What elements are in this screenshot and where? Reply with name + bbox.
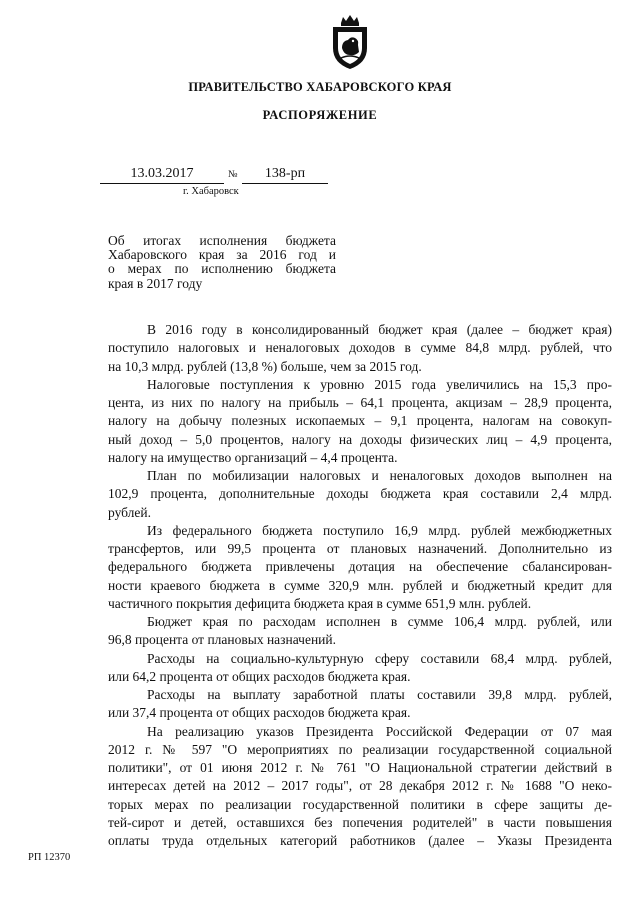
body-line: или 37,4 процента от общих расходов бюджета края. [108,705,411,721]
body-line: Расходы на социально-культурную сферу составили 68,4 млрд. рублей, [147,650,612,666]
body-line: Бюджет края по расходам исполнен в сумме 106,4 млрд. рублей, или [147,614,612,629]
body-line: 102,9 процента, дополнительные доходы бюджета края составили 2,4 млрд. [108,486,612,502]
body-line: торых мерах по реализации государственной политики в сфере защиты де- [108,796,612,812]
body-line: Расходы на выплату заработной платы составили 39,8 млрд. рублей, [147,687,612,702]
body-line: налогу на добычу полезных ископаемых – 9,1 процента, налогам на совокуп- [108,413,612,429]
body-line: федерального бюджета привлечены дотация на обеспечение сбалансирован- [108,559,612,575]
body-line: В 2016 году в консолидированный бюджет края (далее – бюджет края) [147,322,612,337]
document-date: 13.03.2017 [100,164,224,184]
body-line: налогу на имущество организаций – 4,4 процента. [108,449,398,465]
document-subject [108,234,336,291]
document-body [108,321,612,850]
document-number: 138-рп [242,164,328,184]
number-sign: № [228,169,238,180]
body-line: На реализацию указов Президента Российской Федерации от 07 мая [147,723,612,739]
body-line: рублей. [108,504,152,520]
body-line: цента, из них по налогу на прибыль – 64,1 процента, акцизам – 28,9 процента, [108,395,612,410]
body-line: на 10,3 млрд. рублей (13,8 %) больше, чем за 2015 год. [108,358,422,374]
body-line: или 64,2 процента от общих расходов бюджета края. [108,668,411,684]
body-line: Налоговые поступления к уровню 2015 года увеличились на 15,3 про- [147,376,612,392]
subject-line: Хабаровского края за 2016 год и [108,247,336,263]
body-line: ности краевого бюджета в сумме 320,9 млн. рублей и бюджетный кредит для [108,577,612,593]
body-line: План по мобилизации налоговых и неналоговых доходов выполнен на [147,468,612,483]
body-line: ный доход – 5,0 процентов, налогу на доходы физических лиц – 4,9 процента, [108,431,612,447]
body-line: политики", от 01 июня 2012 г. № 761 "О Национальной стратегии действий в [108,760,612,775]
body-line: частичного покрытия дефицита бюджета края в сумме 651,9 млн. рублей. [108,595,532,611]
body-line: Из федерального бюджета поступило 16,9 млрд. рублей межбюджетных [147,522,612,538]
government-title: ПРАВИТЕЛЬСТВО ХАБАРОВСКОГО КРАЯ [188,80,452,94]
body-line: поступило налоговых и неналоговых доходов в сумме 84,8 млрд. рублей, что [108,340,612,356]
coat-of-arms-icon [329,14,371,70]
registration-code: РП 12370 [28,852,71,863]
body-line: 96,8 процента от плановых назначений. [108,632,336,648]
date-number-row [0,164,640,186]
body-line: тей-сирот и детей, оставшихся без попечения родителей" в части повышения [108,814,612,830]
document-type: РАСПОРЯЖЕНИЕ [262,108,378,122]
body-line: 2012 г. № 597 "О мероприятиях по реализации государственной социальной [108,741,612,757]
body-line: оплаты труда отдельных категорий работников (далее – Указы Президента [108,833,612,848]
subject-line: края в 2017 году [108,275,203,291]
body-line: трансфертов, или 99,5 процента от плановых назначений. Дополнительно из [108,541,612,556]
subject-line: о мерах по исполнению бюджета [108,261,336,277]
body-line: интересах детей на 2012 – 2017 годы", от 28 декабря 2012 г. № 1688 "О неко- [108,778,612,794]
city-label: г. Хабаровск [183,186,239,197]
subject-line: Об итогах исполнения бюджета [108,233,336,248]
